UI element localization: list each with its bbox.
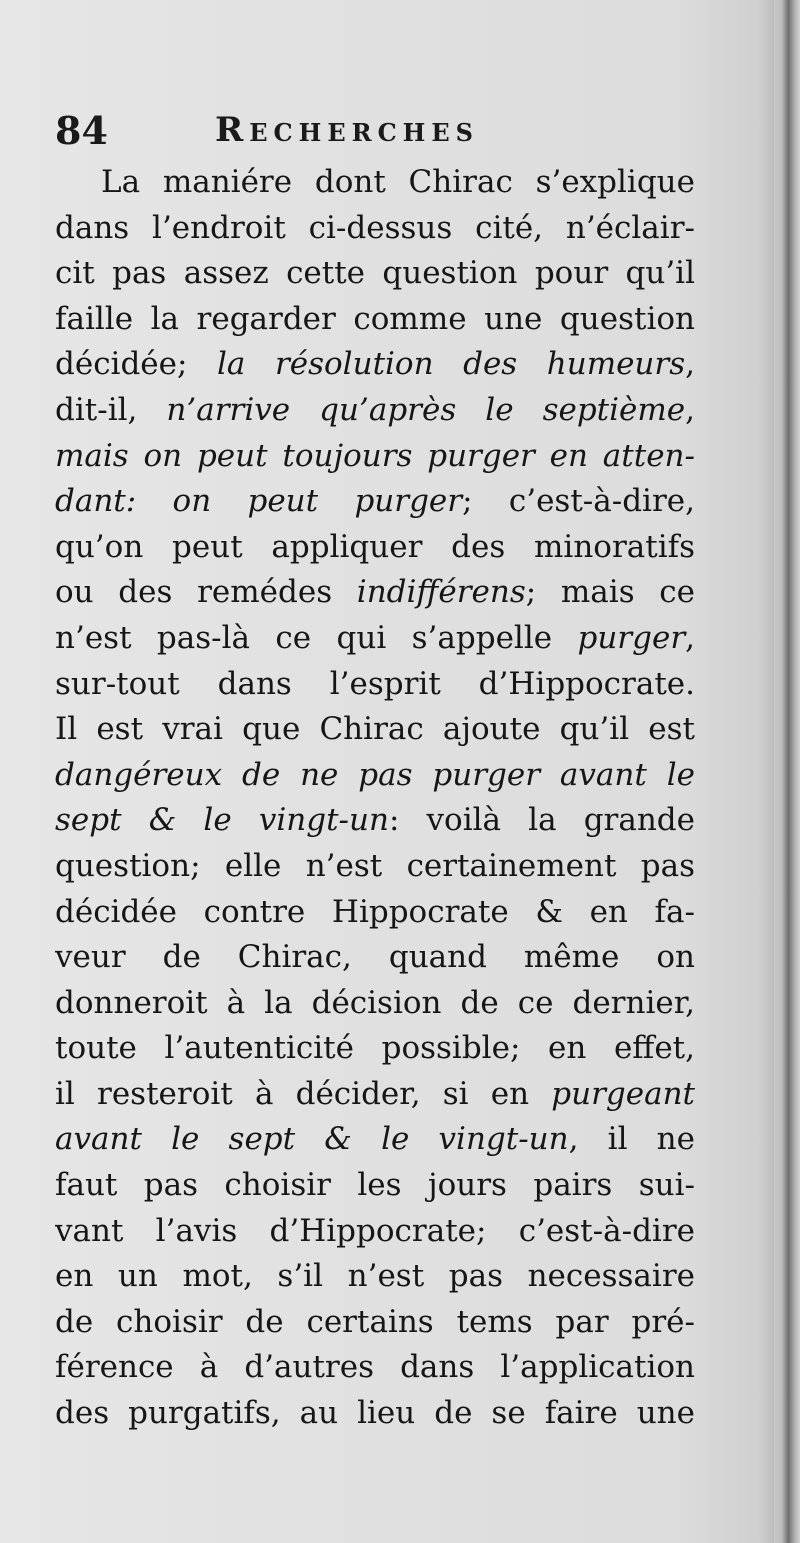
running-head-title: Recherches (215, 110, 479, 150)
roman-text: décidée contre Hippocrate & en fa- (55, 893, 695, 930)
italic-text: la résolution des humeurs (217, 346, 686, 383)
text-line (55, 1254, 695, 1300)
roman-text: question; elle n’est certainement pas (55, 847, 695, 884)
roman-text: ou des remédes (55, 574, 357, 611)
text-line (55, 570, 695, 616)
text-line (55, 753, 695, 799)
roman-text: ; mais ce (525, 574, 695, 611)
roman-text: La maniére dont Chirac s’explique (101, 164, 695, 200)
text-line (55, 662, 695, 708)
roman-text: cit pas assez cette question pour qu’il (55, 255, 695, 292)
text-line (55, 342, 695, 388)
text-line (55, 297, 695, 343)
roman-text: , (685, 619, 695, 656)
italic-text: purgeant (551, 1075, 695, 1112)
roman-text: donneroit à la décision de ce dernier, (55, 984, 695, 1021)
text-line (55, 798, 695, 844)
roman-text: Il est vrai que Chirac ajoute qu’il est (55, 711, 695, 748)
roman-text: des purgatifs, au lieu de se faire une (55, 1395, 695, 1432)
text-line (55, 1345, 695, 1391)
book-gutter (774, 0, 800, 1543)
running-head (55, 108, 695, 158)
roman-text: veur de Chirac, quand même on (55, 939, 695, 976)
text-line (55, 479, 695, 525)
text-line (55, 1300, 695, 1346)
text-line (55, 1117, 695, 1163)
text-line (55, 890, 695, 936)
text-line (55, 1209, 695, 1255)
roman-text: dans l’endroit ci-dessus cité, n’éclair- (55, 209, 695, 246)
text-line (55, 844, 695, 890)
italic-text: avant le sept & le vingt-un (55, 1121, 569, 1158)
italic-text: purger (577, 619, 686, 656)
roman-text: faut pas choisir les jours pairs sui- (55, 1167, 695, 1204)
text-line (55, 525, 695, 571)
roman-text: décidée; (55, 346, 217, 383)
italic-text: sept & le vingt-un (55, 802, 389, 839)
body-text (55, 160, 695, 1437)
text-line (55, 935, 695, 981)
italic-text: mais on peut toujours purger en atten- (55, 437, 695, 474)
roman-text: il resteroit à décider, si en (55, 1075, 552, 1112)
roman-text: , il ne (568, 1121, 695, 1158)
roman-text: en un mot, s’il n’est pas necessaire (55, 1258, 695, 1295)
text-line (55, 707, 695, 753)
italic-text: dant: on peut purger (55, 483, 463, 520)
roman-text: faille la regarder comme une question (55, 300, 695, 337)
roman-text: férence à d’autres dans l’application (55, 1349, 695, 1386)
roman-text: de choisir de certains tems par pré- (55, 1303, 695, 1340)
roman-text: : voilà la grande (388, 802, 695, 839)
page-number: 84 (55, 108, 108, 153)
text-line (55, 616, 695, 662)
text-line (55, 206, 695, 252)
italic-text: dangéreux de ne pas purger avant le (55, 756, 695, 793)
roman-text: ; c’est-à-dire, (462, 483, 695, 520)
text-line (55, 1072, 695, 1118)
text-line (55, 981, 695, 1027)
text-line (55, 251, 695, 297)
text-line (55, 1026, 695, 1072)
text-line (55, 388, 695, 434)
italic-text: n’arrive qu’après le septième (166, 391, 686, 428)
roman-text: vant l’avis d’Hippocrate; c’est-à-dire (55, 1212, 695, 1249)
roman-text: toute l’autenticité possible; en effet, (55, 1030, 695, 1067)
roman-text: n’est pas-là ce qui s’appelle (55, 619, 578, 656)
text-line (55, 1163, 695, 1209)
roman-text: dit-il, (55, 391, 167, 428)
roman-text: sur-tout dans l’esprit d’Hippocrate. (55, 665, 695, 702)
text-line (55, 160, 695, 206)
italic-text: indifférens (356, 574, 526, 611)
roman-text: , (685, 346, 695, 383)
roman-text: , (685, 391, 695, 428)
text-line (55, 1391, 695, 1437)
text-line (55, 434, 695, 480)
roman-text: qu’on peut appliquer des minoratifs (55, 528, 695, 565)
